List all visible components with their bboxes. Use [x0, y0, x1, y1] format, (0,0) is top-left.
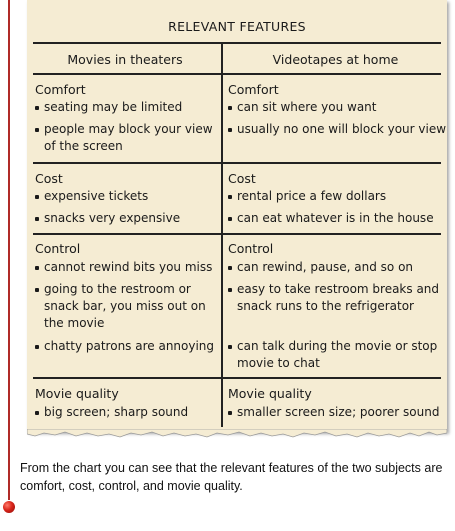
section-heading: Cost — [228, 171, 256, 186]
section-heading: Control — [228, 241, 274, 256]
section-heading: Comfort — [228, 82, 279, 97]
list-item: can talk during the movie or stop movie to chat — [228, 338, 450, 372]
list-item: people may block your view of the screen — [35, 121, 222, 155]
list-item: rental price a few dollars — [228, 188, 450, 205]
column-header-home: Videotapes at home — [272, 52, 399, 67]
torn-edge — [27, 429, 447, 439]
features-chart — [27, 0, 447, 432]
pin-icon — [3, 501, 15, 513]
list-item: big screen; sharp sound — [35, 404, 222, 421]
chart-title: RELEVANT FEATURES — [168, 19, 306, 34]
section-heading: Control — [35, 241, 81, 256]
rule-section — [33, 233, 441, 235]
list-item: going to the restroom or snack bar, you miss out on the movie — [35, 281, 222, 332]
section-heading: Cost — [35, 171, 63, 186]
caption-text: From the chart you can see that the relevant features of the two subjects are comfort, cost, control, and movie quality. — [20, 461, 443, 493]
section-heading: Comfort — [35, 82, 86, 97]
list-item: smaller screen size; poorer sound — [228, 404, 450, 421]
list-item: easy to take restroom breaks and snack runs to the refrigerator — [228, 281, 450, 315]
rule-section — [33, 377, 441, 379]
rule-top — [33, 42, 441, 44]
rule-section — [33, 162, 441, 164]
list-item: seating may be limited — [35, 99, 222, 116]
list-item: chatty patrons are annoying — [35, 338, 222, 355]
list-item: can sit where you want — [228, 99, 450, 116]
list-item: can rewind, pause, and so on — [228, 259, 450, 276]
list-item: expensive tickets — [35, 188, 222, 205]
list-item: can eat whatever is in the house — [228, 210, 450, 227]
list-item: usually no one will block your view — [228, 121, 450, 138]
margin-rule — [8, 0, 10, 500]
section-heading: Movie quality — [35, 386, 119, 401]
list-item: cannot rewind bits you miss — [35, 259, 222, 276]
rule-header — [33, 73, 441, 75]
section-heading: Movie quality — [228, 386, 312, 401]
column-header-theaters: Movies in theaters — [67, 52, 183, 67]
list-item: snacks very expensive — [35, 210, 222, 227]
